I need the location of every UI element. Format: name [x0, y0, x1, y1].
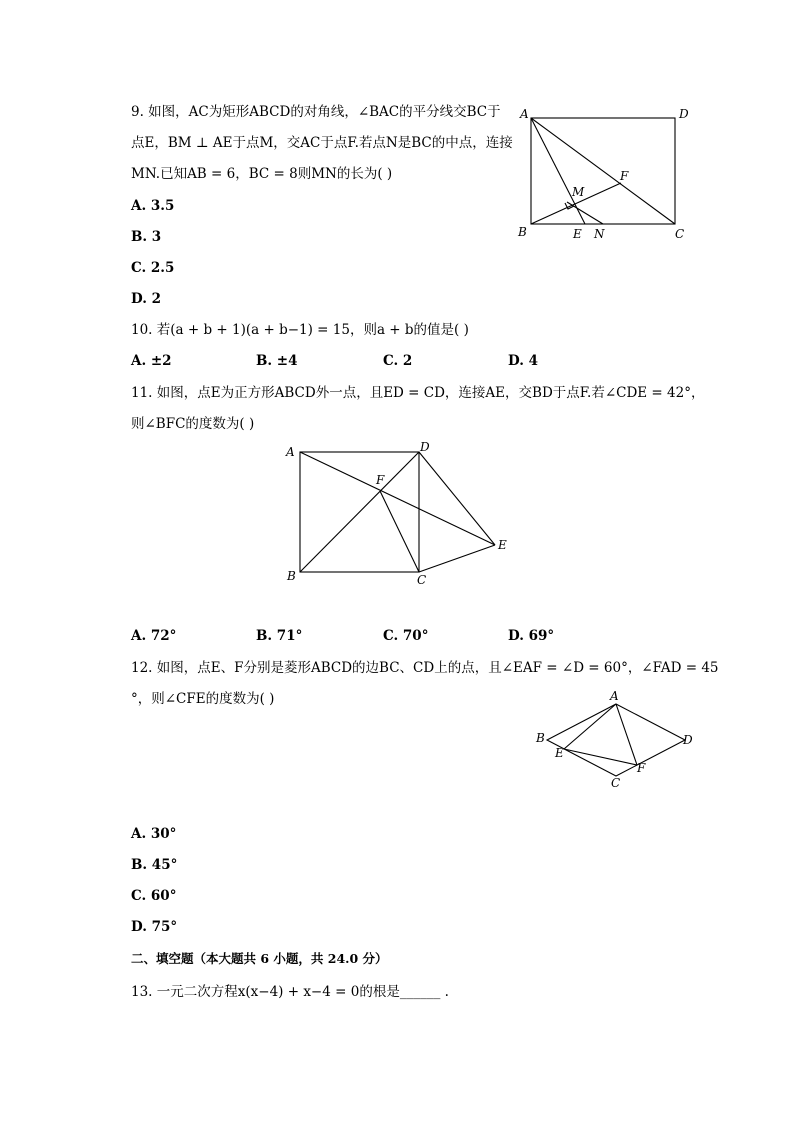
q12-label-c: C [611, 776, 621, 790]
q9-option-c: C. 2.5 [131, 260, 175, 276]
q11-label-b: B [287, 569, 296, 583]
q11-segment-fc [380, 491, 419, 572]
q9-label-d: D [679, 107, 689, 121]
q9-label-b: B [518, 225, 527, 239]
q9-label-n: N [594, 227, 605, 241]
q9-label-a: A [520, 107, 529, 121]
q12-line-1: 12. 如图，点E、F分别是菱形ABCD的边BC、CD上的点，且∠EAF = ∠D = 60°，∠FAD = 45 [131, 660, 719, 676]
q11-segment-de [419, 452, 495, 545]
q9-label-m: M [572, 185, 585, 199]
q12-label-b: B [536, 731, 545, 745]
q9-line-2: 点E，BM ⊥ AE于点M，交AC于点F.若点N是BC的中点，连接 [131, 135, 513, 151]
q11-option-d: D. 69° [508, 628, 555, 644]
q9-figure [510, 100, 700, 250]
q11-option-a: A. 72° [131, 628, 177, 644]
q11-label-d: D [420, 440, 430, 454]
q12-segment-ef [564, 749, 637, 765]
q13-text: 13. 一元二次方程x(x−4) + x−4 = 0的根是______ . [131, 984, 449, 1000]
q11-option-c: C. 70° [383, 628, 429, 644]
q11-diagonal-bd [300, 452, 419, 572]
q11-line-2: 则∠BFC的度数为( ) [131, 416, 255, 432]
q12-label-a: A [610, 689, 619, 703]
q9-label-f: F [620, 169, 629, 183]
q12-option-b: B. 45° [131, 857, 178, 873]
q9-label-c: C [675, 227, 685, 241]
q11-segment-ce [419, 545, 495, 572]
q11-option-b: B. 71° [256, 628, 303, 644]
q11-label-e: E [498, 538, 507, 552]
q12-option-c: C. 60° [131, 888, 177, 904]
q11-label-a: A [286, 445, 295, 459]
q9-option-b: B. 3 [131, 229, 162, 245]
q12-label-d: D [683, 733, 693, 747]
q10-option-a: A. ±2 [131, 353, 172, 369]
q9-segment-mn [567, 202, 603, 224]
q12-line-2: °，则∠CFE的度数为( ) [131, 691, 275, 707]
q9-option-a: A. 3.5 [131, 198, 175, 214]
q9-diagonal-ac [531, 118, 675, 224]
q12-option-d: D. 75° [131, 919, 178, 935]
q9-line-3: MN.已知AB = 6，BC = 8则MN的长为( ) [131, 166, 393, 182]
q11-segment-ae [300, 452, 495, 545]
q11-line-1: 11. 如图，点E为正方形ABCD外一点，且ED = CD，连接AE，交BD于点F.若∠CDE = 42°， [131, 385, 705, 401]
q9-line-1: 9. 如图，AC为矩形ABCD的对角线，∠BAC的平分线交BC于 [131, 104, 501, 120]
q12-label-f: F [637, 761, 646, 775]
q10-text: 10. 若(a + b + 1)(a + b−1) = 15，则a + b的值是( ) [131, 322, 469, 338]
q11-label-f: F [376, 473, 385, 487]
q12-label-e: E [555, 746, 564, 760]
q9-label-e: E [573, 227, 582, 241]
q9-option-d: D. 2 [131, 291, 162, 307]
q12-figure [530, 690, 700, 790]
q11-label-c: C [417, 573, 427, 587]
q11-figure [280, 440, 520, 590]
q10-option-b: B. ±4 [256, 353, 298, 369]
q10-option-c: C. 2 [383, 353, 413, 369]
q12-rhombus-abcd [547, 704, 685, 776]
section-2-title: 二、填空题（本大题共 6 小题，共 24.0 分） [131, 951, 388, 966]
q10-option-d: D. 4 [508, 353, 539, 369]
q12-option-a: A. 30° [131, 826, 177, 842]
